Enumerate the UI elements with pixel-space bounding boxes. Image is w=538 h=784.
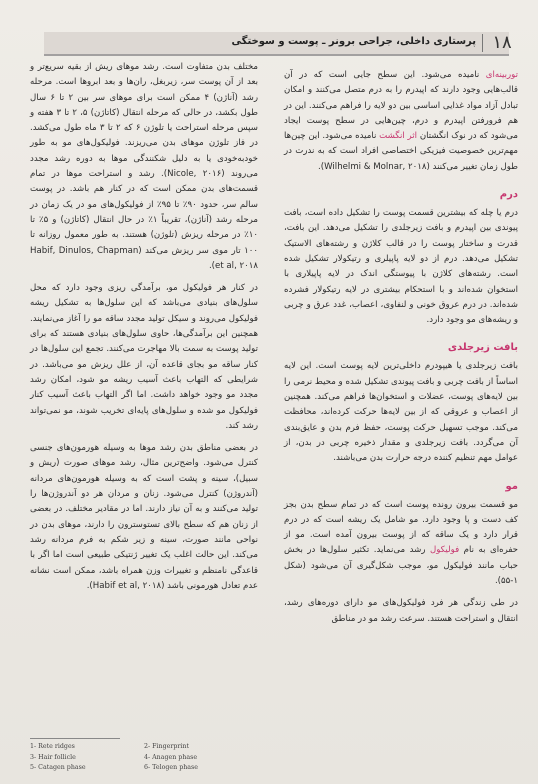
header-separator [482, 34, 483, 52]
right-column [284, 68, 518, 634]
footnote: 1- Rete ridges [30, 743, 75, 750]
footnote-row [30, 763, 258, 774]
hair-growth-paragraph: مختلف بدن متفاوت است. رشد موهای ریش از بقیه سریع‌تر و بعد از آن پوست سر، زیربغل، ران‌ها و بعد ابروها است. مرحله رشد (آناژن) ۴ ممکن است برای موهای سر بین ۲ تا ۶ سال طول بکشد، در حالی که مرحله انتقال (کاتاژن) ۵، ۲ تا ۳ هفته و سپس مرحله استراحت یا تلوژن ۶ که ۲ تا ۳ ماه طول می‌کشد. در فاز تلوژن موهای بدن می‌ریزند. فولیکول‌های مو به طور خودبه‌خودی یا به دلیل شکنندگی موها به دوره رشد مجدد می‌روند (Nicole, ۲۰۱۶). رشد و استراحت موها در تمام قسمت‌های بدن ممکن است که در کنار هم باشد. در پوست سالم سر، حدود ۹۰٪ تا ۹۵٪ از فولیکول‌های مو در یک زمان در مرحله رشد (آناژن)، تقریباً ۱٪ در حال انتقال (کاتاژن) و ۵٪ تا ۱۰٪ در مرحله ریزش (تلوژن) هستند. به طور معمول روزانه تا ۱۰۰ تار موی سر ریزش می‌کند (Habif, Dinulos, Chapman et al, ۲۰۱۸). [30, 62, 259, 271]
footnote: 3- Hair follicle [30, 753, 76, 761]
left-column [30, 60, 258, 601]
footnote: 2- Fingerprint [144, 743, 189, 750]
footnote: 4- Anagen phase [144, 753, 198, 761]
footnote-row [30, 742, 258, 753]
page-number: ۱۸ [492, 32, 512, 53]
footnote-row [30, 753, 258, 764]
rete-ridges-term: توربینه‌ای [485, 70, 518, 80]
hair-paragraph: مو قسمت بیرون رونده پوست است که در تمام سطح بدن بجز کف دست و پا وجود دارد. مو شامل یک ریشه است که در درم قرار دارد و یک ساقه که از پوست بیرون آمده است. مو از حفره‌ای به نام فولیکول رشد می‌نماید. تکثیر سلول‌ها در بخش حباب مانند فولیکول مو، موجب شکل‌گیری آن می‌شود (شکل ۱-۵۵). [284, 499, 518, 587]
running-header [0, 30, 538, 60]
subcutis-paragraph: بافت زیرجلدی یا هیپودرم داخلی‌ترین لایه پوست است. این لایه اساساً از بافت چربی و بافت پیوندی تشکیل شده و محیط نرمی را بین لایه‌های پوست، عضلات و استخوان‌ها فراهم می‌کند. همچنین از اعصاب و عروقی که از بین لایه‌ها حرکت کرده‌اند، محافظت می‌کند. موجب تسهیل حرکت پوست، حفظ فرم بدن و عایق‌بندی آن می‌گردد. بافت زیرجلدی و مقدار ذخیره چربی در بدن، از عوامل مهم تنظیم کننده درجه حرارت بدن می‌باشند. [284, 361, 518, 464]
chapter-title: پرستاری داخلی، جراحی برونر ـ پوست و سوختگی [231, 36, 476, 47]
footnote: 5- Catagen phase [30, 764, 86, 771]
footnote-rule [30, 738, 120, 739]
dermis-paragraph: درم یا چله که بیشترین قسمت پوست را تشکیل داده است، بافت پیوندی بین اپیدرم و بافت زیرجلدی را تشکیل می‌دهد. این بافت، قدرت و ساختار پوست را در قالب کلاژن و رشته‌های الاستیک تشکیل می‌دهد. درم از دو لایه پاپیلری و رتیکولار تشکیل شده است. رشته‌های کلاژن با پیوستگی اندک در لایه پاپیلاری با استخوان شده‌اند و با استحکام بیشتری در لایه رتیکولار فشرده شده‌اند. در درم عروق خونی و لنفاوی، اعصاب، غدد عرق و چربی و ریشه‌های مو وجود دارد. [284, 208, 518, 326]
hair-cycle-paragraph: در طی زندگی هر فرد فولیکول‌های مو دارای دوره‌های رشد، انتقال و استراحت هستند. سرعت رشد مو در مناطق [284, 598, 518, 624]
subcutis-heading: بافت زیرجلدی [447, 342, 518, 354]
stem-cells-paragraph: در کنار هر فولیکول مو، برآمدگی ریزی وجود دارد که محل سلول‌های بنیادی می‌باشد که این سلول‌ها به تشکیل ریشه فولیکول می‌روند و سیکل تولید مجدد ساقه مو را آغاز می‌نمایند. همچنین این برآمدگی‌ها، حاوی سلول‌های بنیادی هستند که برای تولید پوست به سمت بالا مهاجرت می‌کنند. تجمع این سلول‌ها در کنار ساقه مو بجای قاعده آن، از علل ریزش مو می‌باشد. در شرایطی که التهاب باعث آسیب ریشه مو شود، امکان رشد مجدد مو وجود خواهد داشت. اما اگر التهاب باعث آسیب کنار فولیکول مو شده و سلول‌های پایه‌ای تخریب شوند، مو نمی‌تواند رشد کند. [30, 283, 258, 431]
follicle-term: فولیکول [429, 545, 460, 556]
hormones-paragraph: در بعضی مناطق بدن رشد موها به وسیله هورمون‌های جنسی کنترل می‌شود. واضح‌ترین مثال، رشد موهای صورت (ریش و سبیل)، سینه و پشت است که به وسیله هورمون‌های مردانه (آندروژن) کنترل می‌شود. زنان و مردان هر دو آندروژن‌ها را تولید می‌کنند و به آن نیاز دارند. اما در مقادیر مختلف. در بعضی از زنان هم که سطح بالای تستوسترون را دارند، موهای بدن در نواحی مانند صورت، سینه و زیر شکم به فرم مردانه رشد می‌کند. این حالت اغلب یک تغییر ژنتیکی طبیعی است اما اگر با قاعدگی نامنظم و تغییرات وزن همراه باشد، ممکن است نشانه عدم تعادل هورمونی باشد (Habif et al, ۲۰۱۸). [30, 443, 258, 591]
hair-heading: مو [505, 480, 518, 492]
dermis-heading: درم [499, 189, 518, 201]
fingerprint-term: اثر انگشت [379, 131, 418, 142]
footnote: 6- Telogen phase [144, 764, 198, 771]
footnotes [30, 738, 258, 774]
epidermis-paragraph: توربینه‌ای نامیده می‌شود. این سطح جایی است که در آن قالب‌هایی وجود دارند که اپیدرم را به درم متصل می‌کنند و امکان تبادل آزاد مواد غذایی اساسی بین دو لایه را فراهم می‌کنند. این در هم فرورفتن اپیدرم و درم، چین‌هایی در سطح پوست ایجاد می‌شود که در نوک انگشتان اثر انگشت نامیده می‌شود. این چین‌ها مهم‌ترین خصوصیت فیزیکی اختصاصی افراد است که به ندرت در طول زمان تغییر می‌کنند (Wilhelmi & Molnar, ۲۰۱۸). [284, 70, 518, 172]
